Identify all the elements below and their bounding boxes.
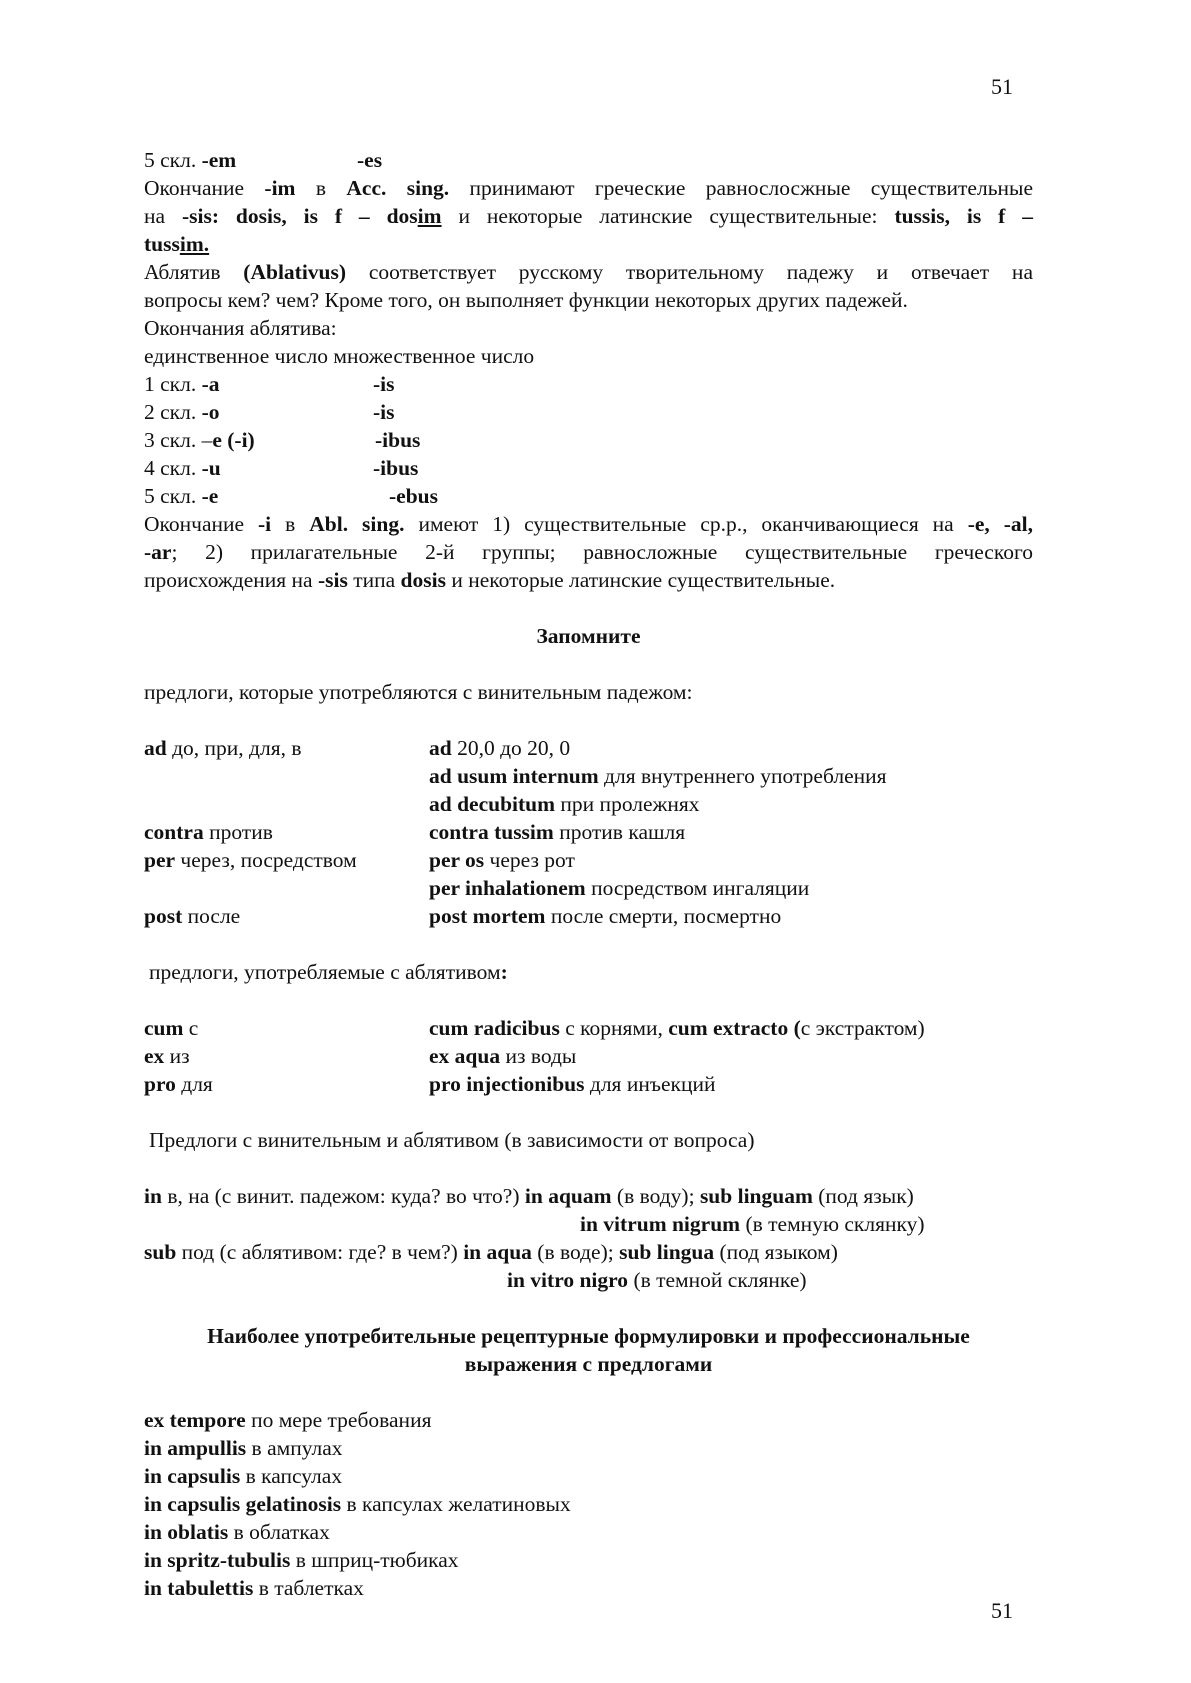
- page-number-top: 51: [991, 74, 1013, 99]
- acc-line-5: 5 скл. -em: [144, 148, 237, 172]
- acc-prep-heading: предлоги, которые употребляются с винительным падежом:: [144, 680, 693, 704]
- formula-item: in ampullis в ампулах: [144, 1436, 343, 1460]
- ablative-intro-line-3: Окончания аблятива:: [144, 316, 337, 340]
- prep-ad-example-1: ad 20,0 до 20, 0: [429, 736, 571, 760]
- ablative-intro-line-4: единственное число множественное число: [144, 344, 535, 368]
- formula-item: in spritz-tubulis в шприц-тюбиках: [144, 1548, 459, 1572]
- formula-item: in capsulis gelatinosis в капсулах желатиновых: [144, 1492, 571, 1516]
- prep-post-example: post mortem после смерти, посмертно: [429, 904, 782, 928]
- formulas-heading-line-2: выражения с предлогами: [464, 1352, 713, 1376]
- prep-per-example-1: per os через рот: [429, 848, 575, 872]
- acc-line-5-plural: -es: [357, 148, 383, 172]
- abl-ending-row: 2 скл. -o: [144, 400, 220, 424]
- abl-ending-plural: -ebus: [389, 484, 438, 508]
- prep-contra: contra против: [144, 820, 273, 844]
- abl-ending-plural: -is: [373, 400, 395, 424]
- abl-ending-row: 1 скл. -a: [144, 372, 220, 396]
- in-sub-line-4: in vitro nigro (в темной склянке): [507, 1268, 807, 1292]
- acc-note-line-2: на -sis: dosis, is f – dosim и некоторые латинские существительные: tussis, is f –: [144, 204, 1033, 228]
- abl-note-line-1: Окончание -i в Abl. sing. имеют 1) существительные ср.р., оканчивающиеся на -e, -al,: [144, 512, 1034, 536]
- prep-cum-example: cum radicibus с корнями, cum extracto (с экстрактом): [429, 1016, 925, 1040]
- prep-ex: ex из: [144, 1044, 190, 1068]
- formula-item: in oblatis в облатках: [144, 1520, 330, 1544]
- remember-heading: Запомните: [536, 624, 641, 648]
- prep-ex-example: ex aqua из воды: [429, 1044, 577, 1068]
- abl-note-line-3: происхождения на -sis типа dosis и некоторые латинские существительные.: [144, 568, 836, 592]
- abl-ending-plural: -ibus: [375, 428, 421, 452]
- both-cases-heading: Предлоги с винительным и аблятивом (в зависимости от вопроса): [149, 1128, 755, 1152]
- prep-post: post после: [144, 904, 241, 928]
- formulas-heading-line-1: Наиболее употребительные рецептурные формулировки и профессиональные: [207, 1324, 970, 1348]
- prep-per-example-2: per inhalationem посредством ингаляции: [429, 876, 810, 900]
- abl-note-line-2: -ar; 2) прилагательные 2-й группы; равносложные существительные греческого: [144, 540, 1033, 564]
- page-number-bottom: 51: [991, 1598, 1013, 1623]
- formula-item: ex tempore по мере требования: [144, 1408, 432, 1432]
- abl-ending-row: 5 скл. -e: [144, 484, 219, 508]
- in-sub-line-1: in в, на (с винит. падежом: куда? во что?) in aquam (в воду); sub linguam (под язык): [144, 1184, 914, 1208]
- prep-ad: ad до, при, для, в: [144, 736, 302, 760]
- prep-per: per через, посредством: [144, 848, 357, 872]
- prep-pro: pro для: [144, 1072, 213, 1096]
- prep-pro-example: pro injectionibus для инъекций: [429, 1072, 716, 1096]
- formula-item: in capsulis в капсулах: [144, 1464, 343, 1488]
- formula-item: in tabulettis в таблетках: [144, 1576, 364, 1600]
- prep-ad-example-3: ad decubitum при пролежнях: [429, 792, 700, 816]
- abl-ending-plural: -ibus: [373, 456, 419, 480]
- abl-ending-plural: -is: [373, 372, 395, 396]
- in-sub-line-2: in vitrum nigrum (в темную склянку): [580, 1212, 925, 1236]
- prep-contra-example: contra tussim против кашля: [429, 820, 686, 844]
- prep-cum: cum с: [144, 1016, 199, 1040]
- acc-note-line-1: Окончание -im в Acc. sing. принимают греческие равнослосжные существительные: [144, 176, 1034, 200]
- in-sub-line-3: sub под (с аблятивом: где? в чем?) in aqua (в воде); sub lingua (под языком): [144, 1240, 838, 1264]
- abl-prep-heading: предлоги, употребляемые с аблятивом:: [149, 960, 508, 984]
- abl-ending-row: 4 скл. -u: [144, 456, 221, 480]
- abl-ending-row: 3 скл. –e (-i): [144, 428, 255, 452]
- prep-ad-example-2: ad usum internum для внутреннего употребления: [429, 764, 887, 788]
- ablative-intro-line-1: Аблятив (Ablativus) соответствует русскому творительному падежу и отвечает на: [144, 260, 1033, 284]
- ablative-intro-line-2: вопросы кем? чем? Кроме того, он выполняет функции некоторых других падежей.: [144, 288, 908, 312]
- acc-note-line-3: tussim.: [144, 232, 210, 256]
